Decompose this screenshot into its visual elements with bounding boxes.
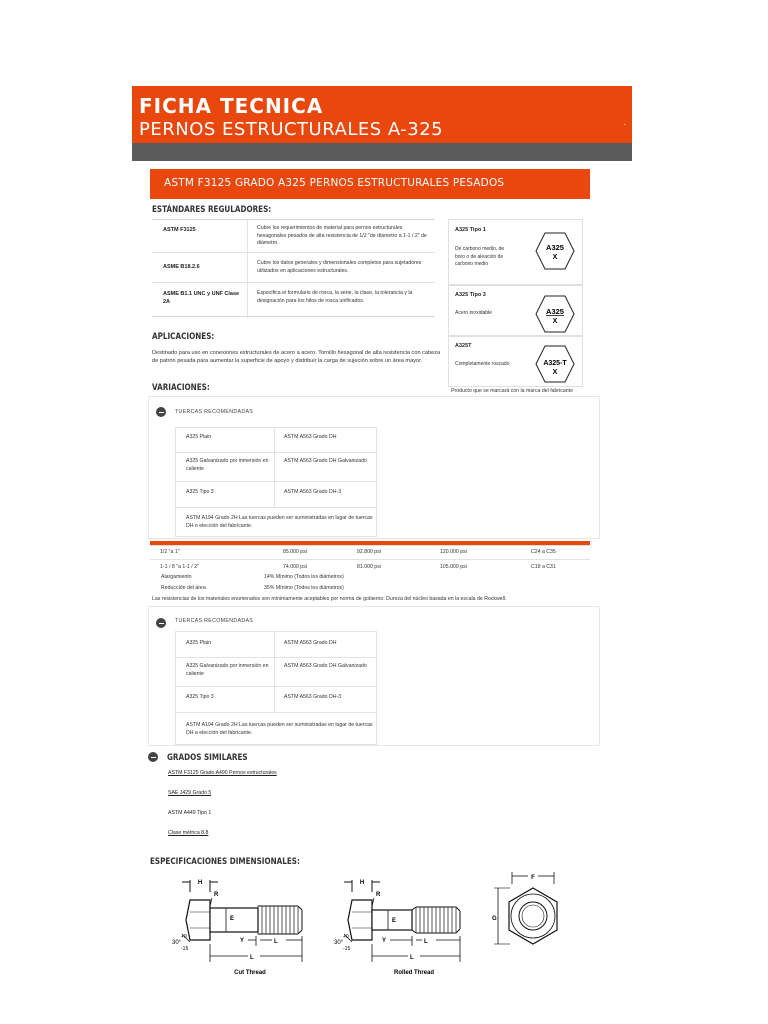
collapse-icon[interactable] <box>148 752 158 762</box>
grade-card <box>448 219 583 285</box>
nuts-title: TUERCAS RECOMENDADAS <box>175 409 254 415</box>
similar-link[interactable]: Clase métrica 8.8 <box>168 830 209 836</box>
standard-description: Cubre los datos generales y dimensionales completos para sujetadores utilizados en aplicaciones estructurales. <box>257 260 422 274</box>
nut-cell: ASTM A563 Grado DH-3 <box>284 489 342 495</box>
grade-description: Acero inoxidable <box>455 310 492 316</box>
standard-name: ASME B18.2.6 <box>163 264 200 270</box>
proof-load-cell: 74.000 psi <box>283 564 307 570</box>
variations-heading: VARIACIONES: <box>152 383 210 393</box>
dim-tol-plus: +0 <box>343 934 349 940</box>
grade-markings <box>448 219 583 387</box>
nuts-table <box>175 631 377 745</box>
similar-link[interactable]: SAE J429 Grado 5 <box>168 790 212 796</box>
hex-head-icon <box>535 294 575 334</box>
nut-cell: ASTM A563 Grado DH Galvanizado <box>284 458 367 464</box>
standard-description: Especifica el formulario de rosca, la serie, la clase, la tolerancia y la designación para los hilos de rosca unificados. <box>257 290 413 304</box>
applications-text: Destinado para uso en conexiones estructurales de acero a acero. Tornillo hexagonal de alta resistencia con cabeza de patrón pesada para aumentar la superficie de apoyo y distribuir la carga de sujeción sobre un área mayor. <box>152 350 441 365</box>
grade-title: A325T <box>455 343 472 349</box>
page-subtitle: PERNOS ESTRUCTURALES A-325 <box>139 119 444 140</box>
dim-label-e: E <box>230 916 235 922</box>
strength-note: Las resistencias de los materiales enumerados son mínimamente aceptables por norma de gobierno. Dureza del núcleo basada en la escala de Rockwell. <box>152 596 507 602</box>
grade-description: Completamente roscado <box>455 361 510 367</box>
yield-cell: 92.800 psi <box>357 549 381 555</box>
tensile-cell: 120.000 psi <box>440 549 467 555</box>
nut-cell: ASTM A563 Grado DH-3 <box>284 694 342 700</box>
cut-thread-label: Cut Thread <box>234 970 266 976</box>
similar-list <box>168 770 368 840</box>
dim-tol-plus: +0 <box>181 934 187 940</box>
dim-label-lt: L <box>274 939 278 945</box>
proof-load-cell: 85.000 psi <box>283 549 307 555</box>
table-row <box>152 220 435 253</box>
nuts-table <box>175 427 377 537</box>
grade-mark-bottom: X <box>552 318 558 325</box>
grade-description: De carbono medio, de boro o de aleación de carbono medio <box>455 246 505 267</box>
bolt-cell: A325 Galvanizado por inmersión en caliente <box>186 663 269 677</box>
dim-label-r: R <box>214 892 219 898</box>
grade-mark-top: A325-T <box>543 360 567 367</box>
grade-card <box>448 285 583 336</box>
dim-label-lt: L <box>424 939 428 945</box>
banner-underline <box>132 143 632 161</box>
dim-label-l: L <box>410 955 414 961</box>
standard-name: ASME B1.1 UNC y UNF Clase 2A <box>163 291 240 305</box>
bolt-cell: A325 Galvanizado por inmersión en caliente <box>186 458 269 472</box>
dim-label-angle: 30° <box>334 940 344 946</box>
nuts-title: TUERCAS RECOMENDADAS <box>175 618 254 624</box>
standards-table <box>152 219 435 317</box>
similar-link[interactable]: ASTM F3125 Grado A490 Pernos estructurales <box>168 770 277 776</box>
dim-label-angle: 30° <box>172 940 182 946</box>
nut-cell: ASTM A563 Grado DH Galvanizado <box>284 663 367 669</box>
grade-mark-top: A325 <box>546 243 564 252</box>
rolled-thread-bolt-diagram <box>330 872 480 980</box>
elongation-label: Alargamiento <box>161 574 192 580</box>
table-row <box>152 253 435 283</box>
nuts-note: ASTM A194 Grado 2H Las tuercas pueden ser suministradas en lugar de tuercas DH o elección del fabricante. <box>186 515 373 529</box>
rolled-thread-label: Rolled Thread <box>393 970 435 976</box>
table-row <box>176 482 376 508</box>
reduction-label: Reducción del área <box>161 585 206 591</box>
reduction-value: 35% Mínimo (Todos los diámetros) <box>264 585 344 591</box>
hardness-cell: C24 a C35 <box>531 549 556 555</box>
grade-title: A325 Tipo 3 <box>455 292 486 298</box>
dim-label-r: R <box>376 892 381 898</box>
cut-thread-bolt-diagram <box>168 872 318 980</box>
page-title: FICHA TECNICA <box>139 94 324 118</box>
dim-label-e: E <box>392 918 397 924</box>
grade-title: A325 Tipo 1 <box>455 227 486 233</box>
diameter-cell: 1-1 / 8 "a 1-1 / 2" <box>160 564 199 570</box>
diameter-cell: 1/2 "a 1" <box>160 549 180 555</box>
bolt-cell: A325 Plain <box>186 640 212 646</box>
hardness-cell: C19 a C31 <box>531 564 556 570</box>
table-row <box>176 687 376 713</box>
dim-tol-minus: -15 <box>181 946 189 952</box>
dim-label-y: Y <box>382 938 387 944</box>
elongation-value: 14% Mínimo (Todos los diámetros) <box>264 574 344 580</box>
bolt-cell: A325 Tipo 3 <box>186 489 214 495</box>
hex-head-icon <box>535 231 575 271</box>
grade-mark-top: A325 <box>546 307 564 316</box>
grade-caption: Producto que se marcará con la marca del fabricante <box>451 388 573 394</box>
dim-label-g: G <box>492 916 497 922</box>
dim-label-h: H <box>359 880 365 886</box>
grade-mark-bottom: X <box>552 254 558 261</box>
table-row <box>176 428 376 453</box>
standard-description: Cubre los requerimientos de material para pernos estructurales hexagonales pesados de alta resistencia de 1/2 "de diámetro a 1-1 / 2" de diámetro. <box>257 225 427 246</box>
hex-head-icon <box>535 344 575 384</box>
collapse-icon[interactable] <box>156 407 166 417</box>
table-row <box>176 632 376 658</box>
dimensions-heading: ESPECIFICACIONES DIMENSIONALES: <box>150 857 300 867</box>
yield-cell: 81.000 psi <box>357 564 381 570</box>
table-row <box>176 453 376 482</box>
standard-name: ASTM F3125 <box>163 227 196 233</box>
dim-tol-minus: -15 <box>343 946 351 952</box>
nut-cell: ASTM A563 Grado DH <box>284 434 337 440</box>
standards-heading: ESTÁNDARES REGULADORES: <box>152 205 272 215</box>
header-banner <box>132 86 632 143</box>
dim-label-f: F <box>531 875 535 881</box>
tensile-cell: 105.000 psi <box>440 564 467 570</box>
section-title: ASTM F3125 GRADO A325 PERNOS ESTRUCTURALES PESADOS <box>164 177 505 189</box>
variations-panel <box>148 396 600 539</box>
bolt-cell: A325 Plain <box>186 434 212 440</box>
banner-marker: · <box>623 120 626 129</box>
applications-heading: APLICACIONES: <box>152 332 215 342</box>
grade-card <box>448 336 583 387</box>
collapse-icon[interactable] <box>156 618 166 628</box>
similar-item: ASTM A449 Tipo 1 <box>168 810 212 816</box>
nuts-note: ASTM A194 Grado 2H Las tuercas pueden ser suministradas en lugar de tuercas DH a elección del fabricante. <box>186 722 373 736</box>
table-row <box>176 658 376 687</box>
nut-cell: ASTM A563 Grado DH <box>284 640 337 646</box>
dim-label-l: L <box>250 955 254 961</box>
strength-table <box>150 546 590 576</box>
table-row <box>152 283 435 318</box>
bolt-cell: A325 Tipo 3 <box>186 694 214 700</box>
section-title-bar <box>150 169 590 199</box>
nuts-panel <box>148 606 600 746</box>
dim-label-h: H <box>197 880 203 886</box>
hex-end-view-diagram <box>484 868 584 958</box>
grade-mark-bottom: X <box>552 369 558 376</box>
dim-label-y: Y <box>240 938 245 944</box>
similar-heading: GRADOS SIMILARES <box>167 753 248 763</box>
